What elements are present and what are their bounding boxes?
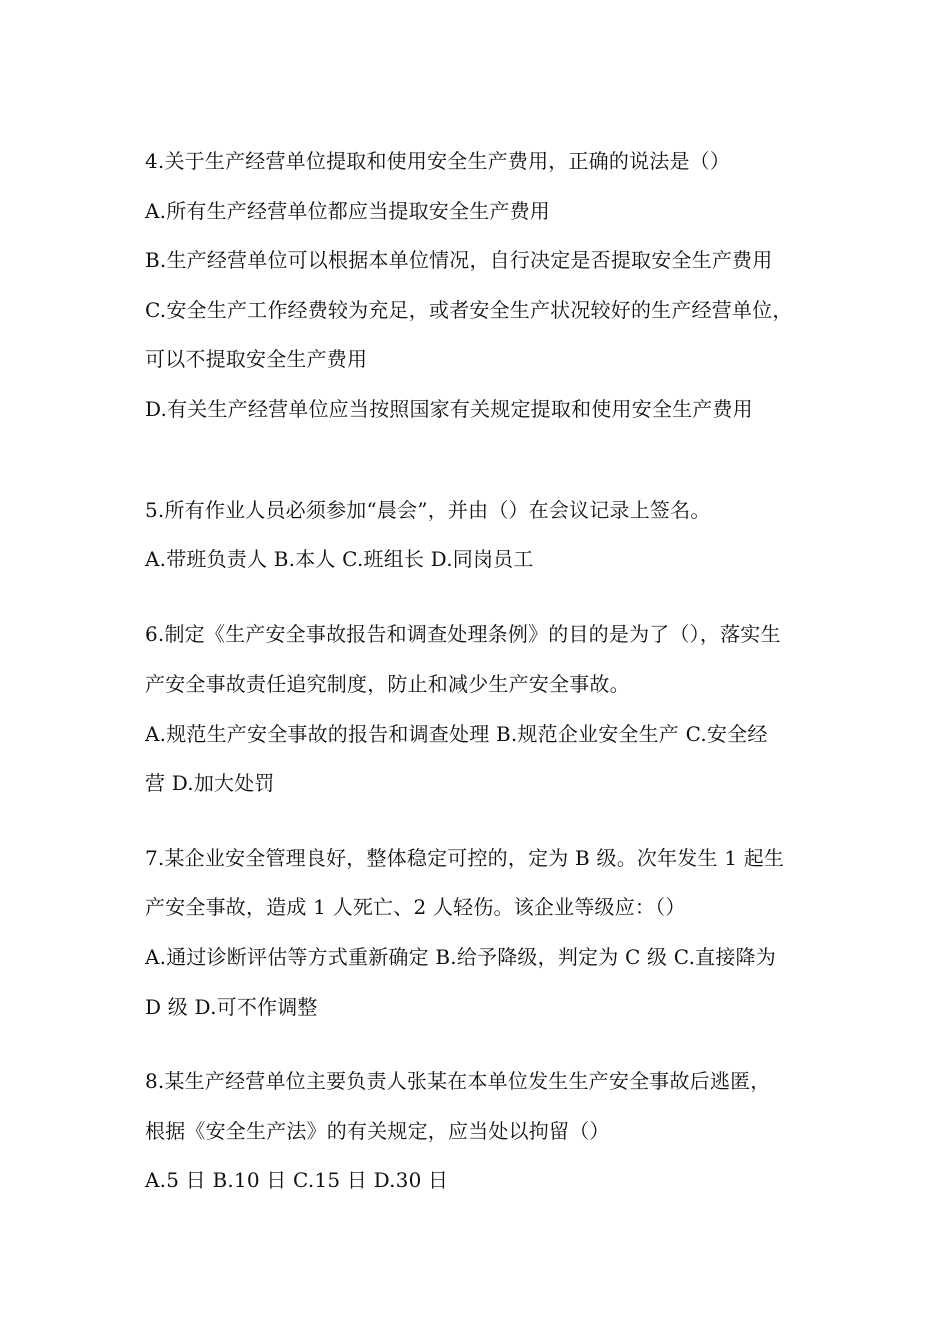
question-7-stem: 7.某企业安全管理良好，整体稳定可控的，定为 B 级。次年发生 1 起生 (145, 846, 785, 870)
question-6-stem-continued: 产安全事故责任追究制度，防止和减少生产安全事故。 (145, 672, 630, 696)
question-4-option-b: B.生产经营单位可以根据本单位情况，自行决定是否提取安全生产费用 (145, 248, 773, 272)
question-4-option-c: C.安全生产工作经费较为充足，或者安全生产状况较好的生产经营单位， (145, 298, 793, 322)
question-7-options-continued: D 级 D.可不作调整 (145, 995, 318, 1019)
question-4-option-c-continued: 可以不提取安全生产费用 (145, 347, 368, 371)
question-6-options-continued: 营 D.加大处罚 (145, 771, 275, 795)
question-7-options: A.通过诊断评估等方式重新确定 B.给予降级，判定为 C 级 C.直接降为 (145, 945, 776, 969)
question-8-options: A.5 日 B.10 日 C.15 日 D.30 日 (145, 1168, 449, 1192)
question-4-option-a: A.所有生产经营单位都应当提取安全生产费用 (145, 199, 551, 223)
question-6-options: A.规范生产安全事故的报告和调查处理 B.规范企业安全生产 C.安全经 (145, 722, 768, 746)
question-8-stem-continued: 根据《安全生产法》的有关规定，应当处以拘留（） (145, 1119, 610, 1143)
question-8-stem: 8.某生产经营单位主要负责人张某在本单位发生生产安全事故后逃匿， (145, 1069, 771, 1093)
question-6-stem: 6.制定《生产安全事故报告和调查处理条例》的目的是为了（），落实生 (145, 622, 781, 646)
question-7-stem-continued: 产安全事故，造成 1 人死亡、2 人轻伤。该企业等级应：（） (145, 895, 686, 919)
question-4-option-d: D.有关生产经营单位应当按照国家有关规定提取和使用安全生产费用 (145, 397, 753, 421)
question-4-stem: 4.关于生产经营单位提取和使用安全生产费用，正确的说法是（） (145, 149, 731, 173)
question-5-options: A.带班负责人 B.本人 C.班组长 D.同岗员工 (145, 547, 534, 571)
question-5-stem: 5.所有作业人员必须参加“晨会”，并由（）在会议记录上签名。 (145, 498, 711, 522)
